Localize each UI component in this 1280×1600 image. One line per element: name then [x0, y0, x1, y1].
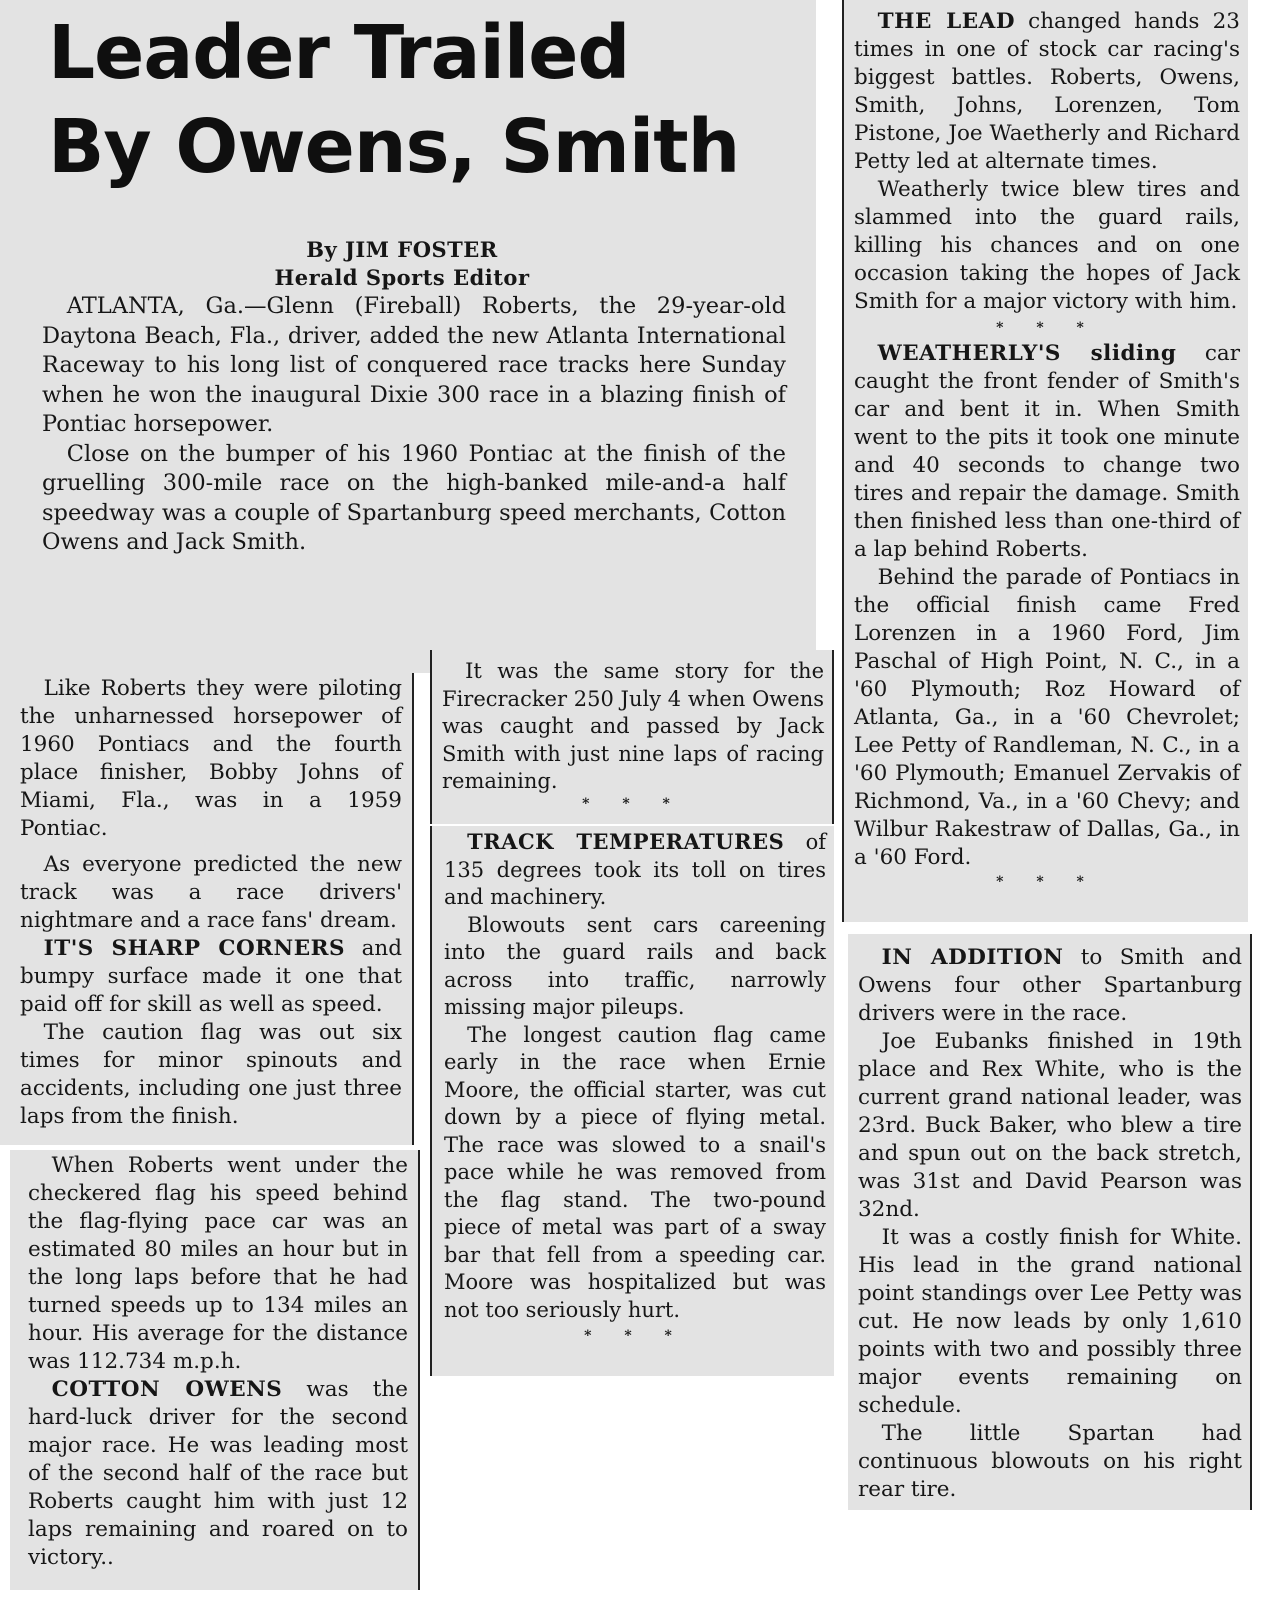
col3a-paragraph-1 — [854, 8, 1240, 176]
col3b-paragraph-1 — [858, 944, 1242, 1028]
column-3-top-clipping — [842, 0, 1248, 922]
col3b-paragraph-1-lead: IN ADDITION — [881, 945, 1064, 970]
col3a-paragraph-3 — [854, 340, 1240, 564]
col2b-paragraph-2: Blowouts sent cars careening into the guard rails and back across into traffic, narrowly missing major pileups. — [444, 912, 826, 1019]
col1b-paragraph-2 — [28, 1376, 408, 1572]
column-2-bottom-clipping — [430, 826, 834, 1376]
col1-paragraph-1: Like Roberts they were piloting the unharnessed horsepower of 1960 Pontiacs and the fourth place finisher, Bobby Johns of Miami, Fla., was in a 1959 Pontiac. — [20, 676, 402, 841]
intro-paragraph-1: ATLANTA, Ga.—Glenn (Fireball) Roberts, the 29-year-old Daytona Beach, Fla., driver, added the new Atlanta International Raceway to his long list of conquered race tracks here Sunday when he won the inaugural Dixie 300 race in a blazing finish of Pontiac horsepower. — [42, 293, 786, 437]
col3a-paragraph-1-text: changed hands 23 times in one of stock car racing's biggest battles. Roberts, Owens, Smith, Johns, Lorenzen, Tom Pistone, Joe Waetherly and Richard Petty led at alternate times. — [854, 9, 1240, 174]
col3a-paragraph-2: Weatherly twice blew tires and slammed into the guard rails, killing his chances and on one occasion taking the hopes of Jack Smith for a major victory with him. — [854, 177, 1240, 314]
col1b-paragraph-1: When Roberts went under the checkered flag his speed behind the flag-flying pace car was an estimated 80 miles an hour but in the long laps before that he had turned speeds up to 134 miles an hour. His average for the distance was 112.734 m.p.h. — [28, 1153, 408, 1374]
col1b-paragraph-2-text: was the hard-luck driver for the second major race. He was leading most of the second half of the race but Roberts caught him with just 12 laps remaining and roared on to victory.. — [28, 1377, 408, 1570]
column-3-bottom-clipping — [848, 934, 1252, 1510]
col2b-paragraph-1 — [444, 828, 826, 912]
col3a-separator-stars-2: * * * — [996, 874, 1098, 890]
headline-clipping — [0, 0, 816, 673]
column-2-top-clipping — [430, 650, 834, 824]
col2a-separator-stars: * * * — [582, 795, 684, 812]
col3a-paragraph-4: Behind the parade of Pontiacs in the official finish came Fred Lorenzen in a 1960 Ford, Jim Paschal of High Point, N. C., in a '60 Plymouth; Roz Howard of Atlanta, Ga., in a '60 Chevrolet; Lee Petty of Randleman, N. C., in a '60 Plymouth; Emanuel Zervakis of Richmond, Va., in a '60 Chevy; and Wilbur Rakestraw of Dallas, Ga., in a '60 Ford. — [854, 565, 1240, 870]
column-1-top-clipping — [0, 673, 414, 1145]
col2b-paragraph-1-text: of 135 degrees took its toll on tires and machinery. — [444, 830, 826, 909]
col1b-paragraph-2-lead: COTTON OWENS — [51, 1377, 283, 1402]
col3b-paragraph-4: The little Spartan had continuous blowouts on his right rear tire. — [858, 1421, 1242, 1502]
headline-line-1: Leader Trailed — [48, 10, 630, 96]
col1-paragraph-3-lead: IT'S SHARP CORNERS — [43, 936, 345, 961]
col1-paragraph-3 — [20, 935, 402, 1019]
col2a-paragraph-1: It was the same story for the Firecracker 250 July 4 when Owens was caught and passed by Jack Smith with just nine laps of racing remaining. — [442, 659, 824, 793]
col3b-paragraph-2: Joe Eubanks finished in 19th place and Rex White, who is the current grand national leader, was 23rd. Buck Baker, who blew a tire and spun out on the back stretch, was 31st and David Pearson was 32nd. — [858, 1029, 1242, 1222]
col3b-paragraph-3: It was a costly finish for White. His lead in the grand national point standings over Lee Petty was cut. He now leads by only 1,610 points with two and possibly three major events remaining on schedule. — [858, 1225, 1242, 1418]
col3a-separator-stars-1: * * * — [996, 320, 1098, 336]
byline-author: By JIM FOSTER — [306, 237, 498, 262]
intro-body — [18, 292, 786, 558]
byline — [18, 236, 786, 292]
col1-paragraph-4: The caution flag was out six times for minor spinouts and accidents, including one just three laps from the finish. — [20, 1020, 402, 1129]
col1-paragraph-3-text: and bumpy surface made it one that paid off for skill as well as speed. — [20, 936, 402, 1017]
col1-paragraph-2: As everyone predicted the new track was a race drivers' nightmare and a race fans' dream. — [20, 852, 402, 933]
headline — [48, 6, 786, 194]
column-1-bottom-clipping — [10, 1150, 420, 1590]
col2b-separator-stars: * * * — [584, 1328, 686, 1344]
col2b-paragraph-1-lead: TRACK TEMPERATURES — [467, 829, 785, 854]
col3a-paragraph-3-lead: WEATHERLY'S sliding — [877, 341, 1177, 366]
col2b-paragraph-3: The longest caution flag came early in the race when Ernie Moore, the official starter, was cut down by a piece of flying metal. The race was slowed to a snail's pace while he was removed from the flag stand. The two-pound piece of metal was part of a sway bar that fell from a speeding car. Moore was hospitalized but was not too seriously hurt. — [444, 1022, 826, 1322]
col3a-paragraph-1-lead: THE LEAD — [877, 9, 1015, 34]
headline-line-2: By Owens, Smith — [48, 104, 740, 190]
byline-title: Herald Sports Editor — [274, 265, 530, 290]
col3a-paragraph-3-text: car caught the front fender of Smith's car and bent it in. When Smith went to the pits it took one minute and 40 seconds to change two tires and repair the damage. Smith then finished less than one-third of a lap behind Roberts. — [854, 341, 1240, 562]
col3b-paragraph-1-text: to Smith and Owens four other Spartanburg drivers were in the race. — [858, 945, 1242, 1026]
intro-paragraph-2: Close on the bumper of his 1960 Pontiac at the finish of the gruelling 300-mile race on the high-banked mile-and-a half speedway was a couple of Spartanburg speed merchants, Cotton Owens and Jack Smith. — [42, 440, 786, 555]
